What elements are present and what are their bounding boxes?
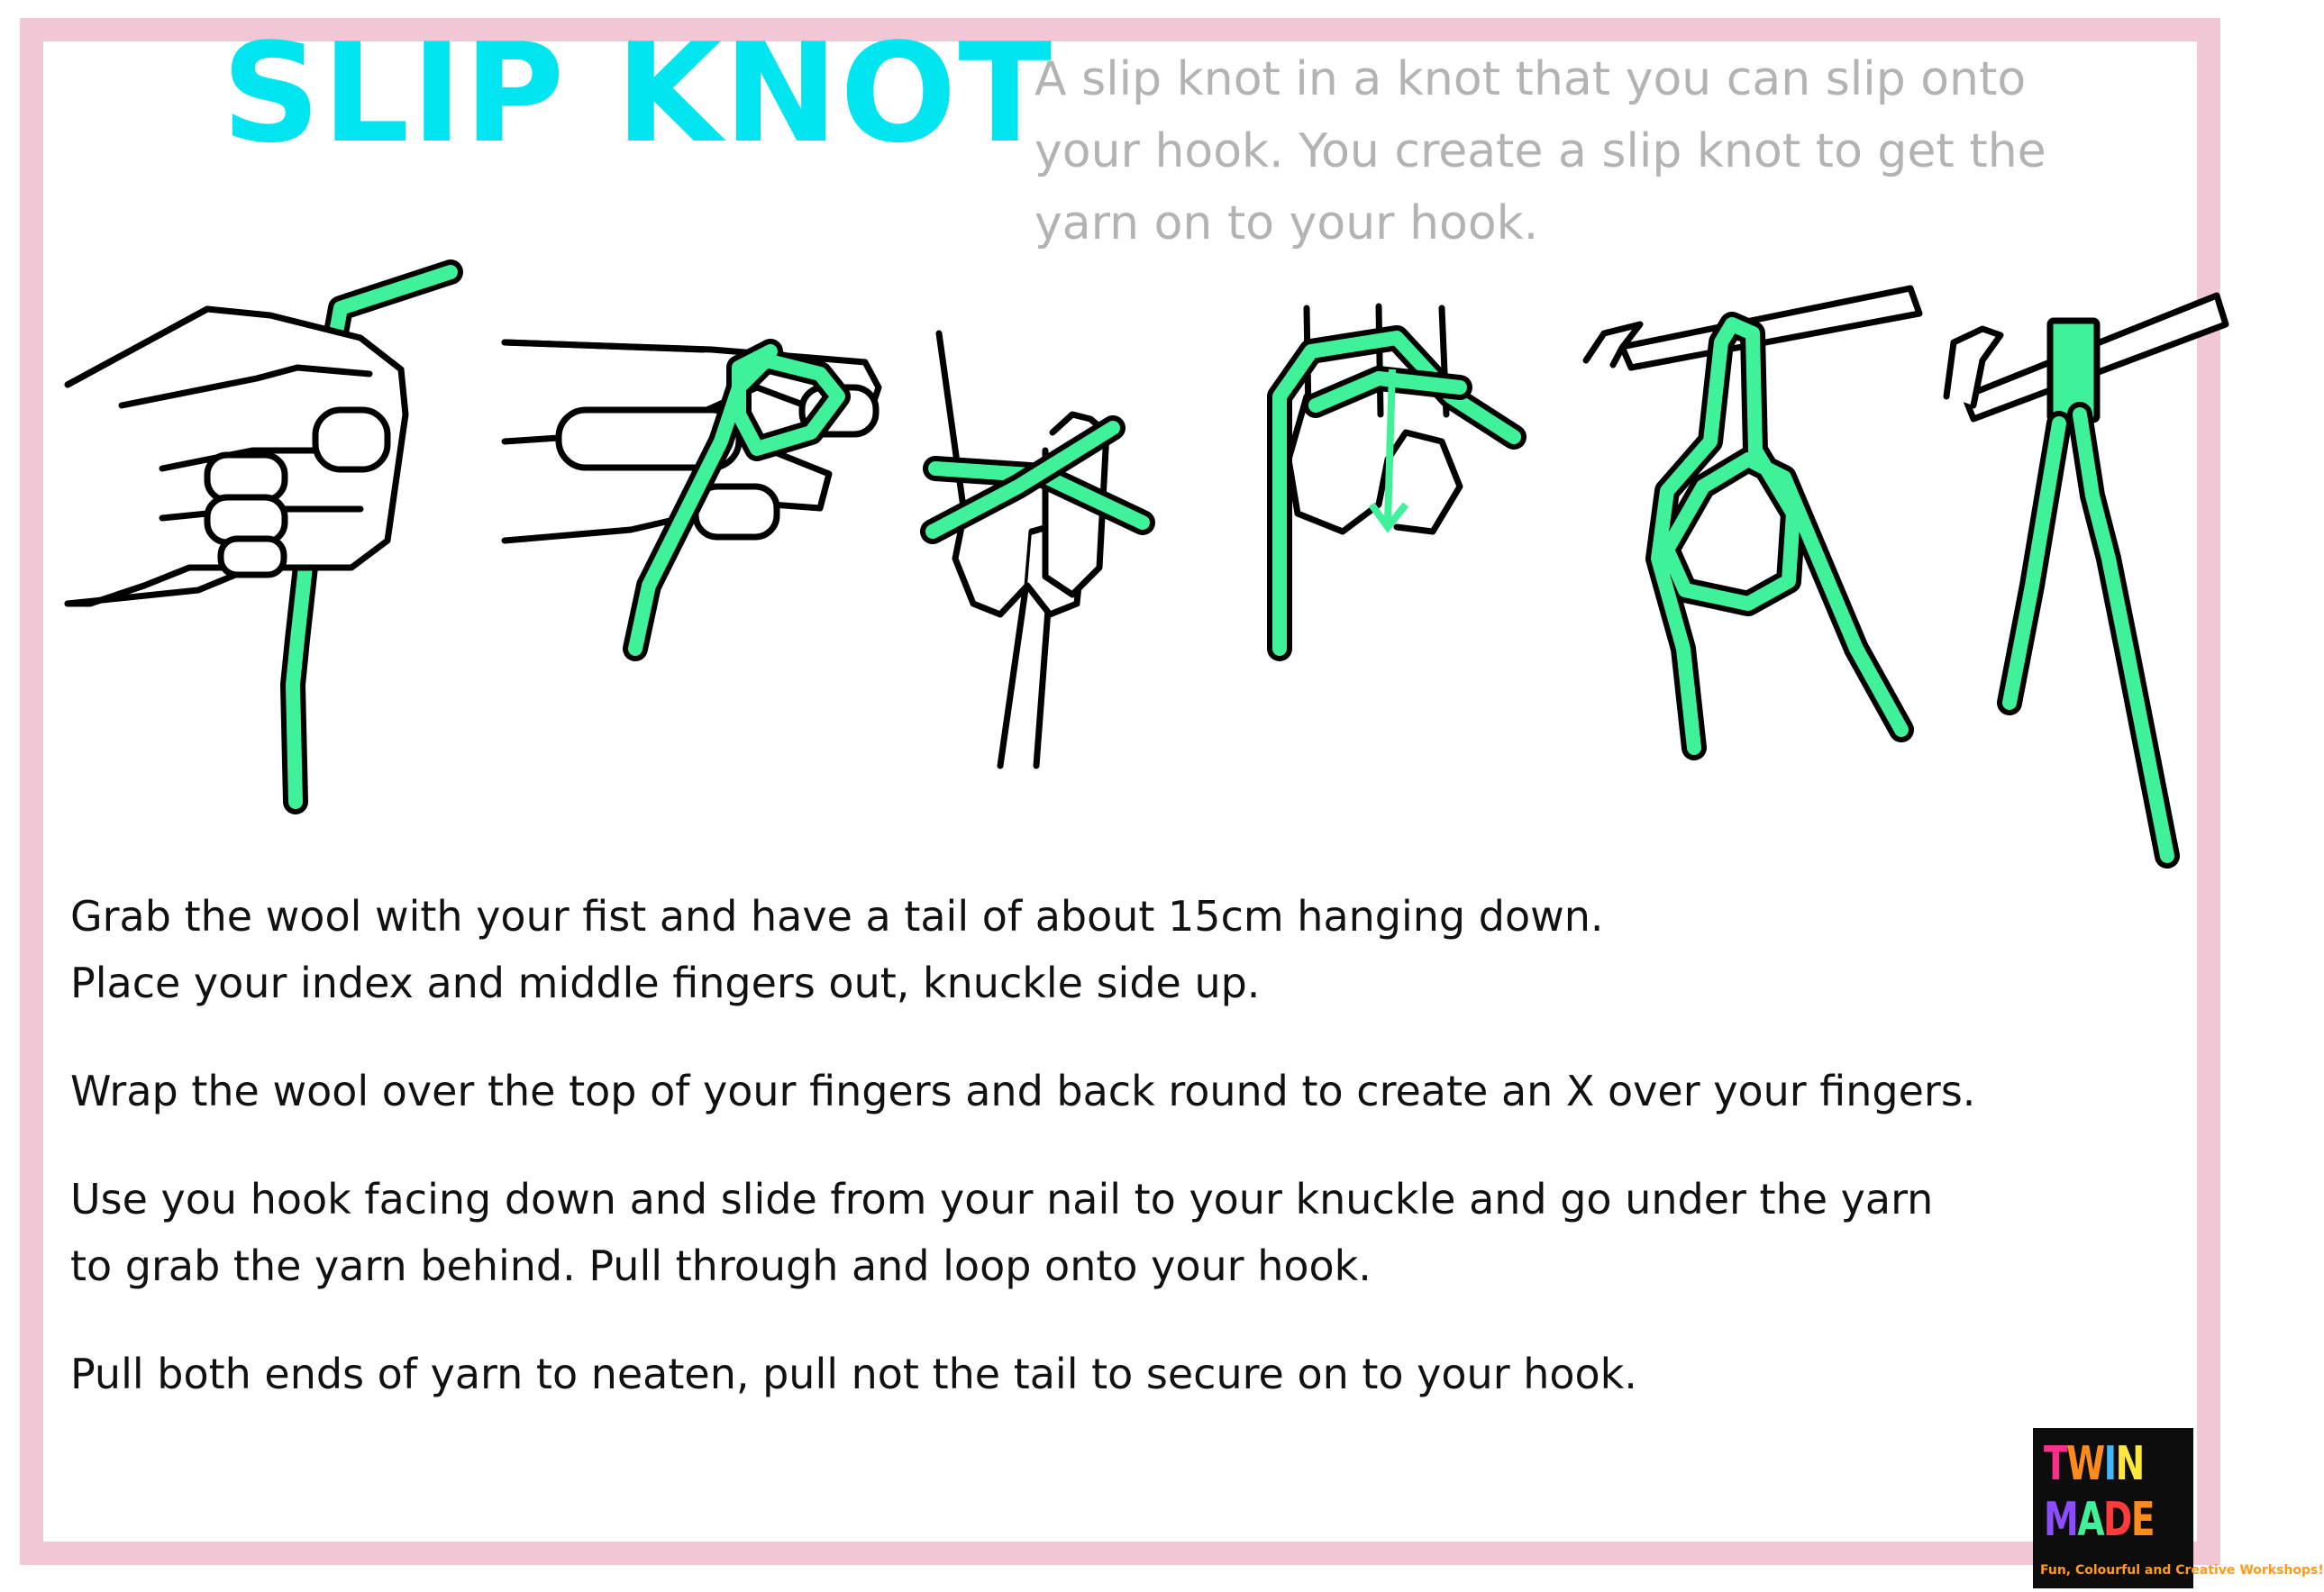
fist-gripping-yarn-icon [68, 272, 451, 802]
yarn-wrap-fingers-icon [505, 342, 879, 649]
step-4 [70, 1341, 2197, 1407]
illustration-strip [54, 261, 2217, 892]
logo-letter: D [2103, 1493, 2131, 1547]
slip-knot-on-hook-icon [1946, 296, 2226, 856]
step-3-line-1: Use you hook facing down and slide from your nail to your knuckle and go under the yarn [70, 1175, 1934, 1224]
logo-tagline: Fun, Colourful and Creative Workshops! [2040, 1563, 2324, 1578]
logo-letter: M [2044, 1493, 2078, 1547]
instruction-steps [70, 883, 2197, 1449]
twin-made-logo [2033, 1428, 2324, 1588]
step-1-line-2: Place your index and middle fingers out, knuckle side up. [70, 959, 1261, 1007]
step-3 [70, 1166, 2197, 1299]
logo-letter: N [2115, 1437, 2144, 1491]
logo-letter: W [2066, 1437, 2104, 1491]
logo-letter: A [2077, 1493, 2103, 1547]
logo-word-made [2044, 1493, 2155, 1547]
hook-under-yarn-icon [1280, 306, 1514, 649]
loop-on-hook-icon [1586, 288, 1919, 748]
step-4-line-1: Pull both ends of yarn to neaten, pull not the tail to secure on to your hook. [70, 1350, 1637, 1398]
step-2 [70, 1058, 2197, 1124]
step-1 [70, 883, 2197, 1016]
yarn-x-over-fingers-icon [933, 333, 1143, 766]
logo-letter: I [2103, 1437, 2116, 1491]
logo-word-twin [2044, 1437, 2144, 1491]
page-title: SLIP KNOT [222, 14, 1054, 173]
intro-text: A slip knot in a knot that you can slip onto your hook. You create a slip knot to get the yarn on to your hook. [1034, 52, 2046, 250]
step-3-line-2: to grab the yarn behind. Pull through and loop onto your hook. [70, 1242, 1372, 1290]
step-1-line-1: Grab the wool with your fist and have a tail of about 15cm hanging down. [70, 892, 1604, 941]
logo-letter: T [2044, 1437, 2067, 1491]
logo-letter: E [2130, 1493, 2155, 1547]
step-2-line-1: Wrap the wool over the top of your fingers and back round to create an X over your fingers. [70, 1067, 1976, 1115]
